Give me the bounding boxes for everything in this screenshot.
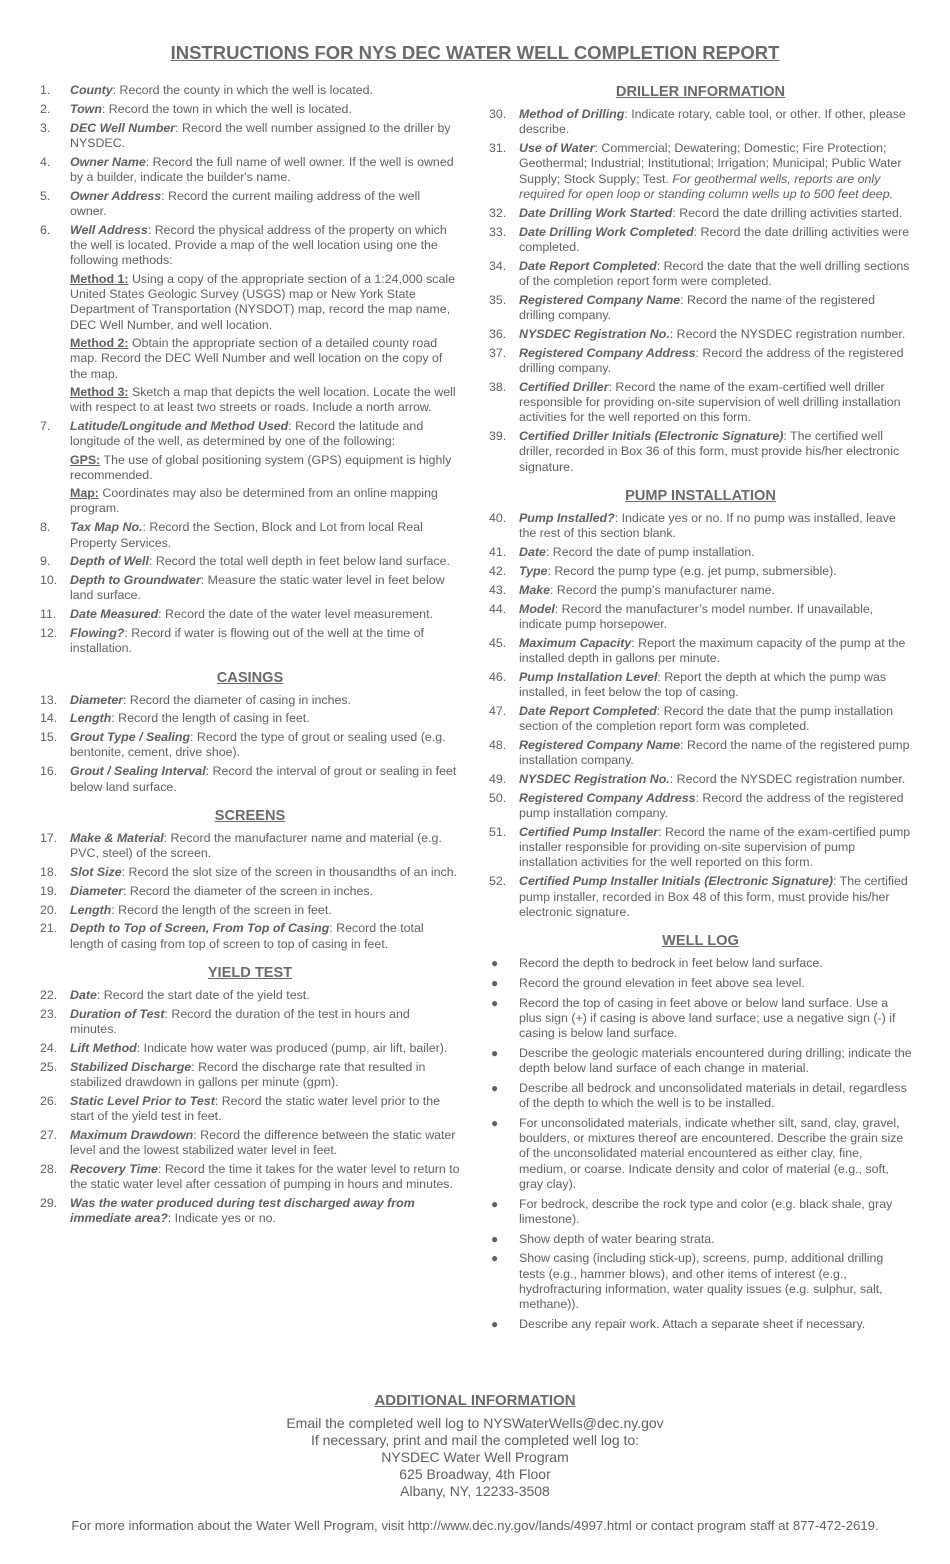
list-item: 50. Registered Company Address: Record the address of the registered pump installation company. — [489, 790, 904, 821]
list-item: 13. Diameter: Record the diameter of casing in inches. — [40, 692, 351, 707]
method-1: Method 1: Using a copy of the appropriate section of a 1:24,000 scale United States Geologic Survey (USGS) map or New York State Department of Transportation (NYSDOT) map, record the map name, DEC Well Number, and well location. — [70, 271, 456, 332]
bullet-icon: ● — [491, 1115, 499, 1130]
list-item: 30. Method of Drilling: Indicate rotary, cable tool, or other. If other, please describe. — [489, 107, 906, 137]
list-item: 24. Lift Method: Indicate how water was produced (pump, air lift, bailer). — [40, 1040, 448, 1055]
bullet-icon: ● — [491, 995, 499, 1010]
email-instruction: Email the completed well log to NYSWaterWells@dec.ny.gov — [286, 1415, 664, 1431]
method-2: Method 2: Obtain the appropriate section of a detailed county road map. Record the DEC Well Number and well location on the copy of the map. — [70, 335, 443, 381]
bullet-icon: ● — [491, 975, 499, 990]
bullet-item: ● For bedrock, describe the rock type and color (e.g. black shale, gray limestone). — [491, 1196, 893, 1226]
bullet-item: ● Describe any repair work. Attach a separate sheet if necessary. — [491, 1316, 866, 1331]
list-item-well-address: 6. Well Address: Record the physical address of the property on which the well is located. Provide a map of the well location using one the following methods: Method 1: Using a copy of the appropriate section of a 1:24,000 scale United States Geologic Survey (USGS) map or New York State Department of Transportation (NYSDOT) map, record the map name, DEC Well Number, and well location. Method 2: Obtain the appropriate section of a detailed county road map. Record the DEC Well Number and well location on the copy of the map. Method 3: Sketch a map that depicts the well location. Locate the well with respect to at least two streets or roads. Include a north arrow. — [40, 223, 460, 416]
yield-test-list — [40, 988, 460, 1227]
bullet-icon: ● — [491, 1080, 499, 1095]
list-item: 37. Registered Company Address: Record the address of the registered drilling company. — [489, 345, 904, 375]
list-item: 9. Depth of Well: Record the total well depth in feet below land surface. — [40, 554, 450, 569]
bullet-icon: ● — [491, 956, 499, 971]
list-item: 11. Date Measured: Record the date of the water level measurement. — [40, 607, 433, 622]
list-item: 2. Town: Record the town in which the well is located. — [40, 101, 352, 116]
screens-heading: SCREENS — [214, 807, 286, 824]
list-item: 44. Model: Record the manufacturer’s model number. If unavailable, indicate pump horsepower. — [489, 601, 874, 631]
list-item: 1. County: Record the county in which the well is located. — [40, 83, 374, 97]
list-item: 17. Make & Material: Record the manufacturer name and material (e.g. PVC, steel) of the screen. — [40, 830, 442, 861]
left-column — [40, 83, 460, 1230]
bullet-item: ● Record the ground elevation in feet above sea level. — [491, 975, 805, 990]
well-log-heading: WELL LOG — [662, 933, 739, 950]
bullet-icon: ● — [491, 1316, 499, 1331]
list-item: 29. Was the water produced during test discharged away from immediate area?: Indicate yes or no. — [40, 1196, 415, 1226]
page-title: INSTRUCTIONS FOR NYS DEC WATER WELL COMPLETION REPORT — [170, 42, 780, 63]
driller-information-heading: DRILLER INFORMATION — [615, 84, 786, 100]
list-item: 27. Maximum Drawdown: Record the difference between the static water level and the lowest stabilized water level in feet. — [40, 1127, 456, 1158]
bullet-item: ● Describe the geologic materials encountered during drilling; indicate the depth below land surface of each change in material. — [491, 1045, 912, 1076]
list-item: 34. Date Report Completed: Record the date that the well drilling sections of the completion report form were completed. — [489, 258, 910, 288]
list-item: 26. Static Level Prior to Test: Record the static water level prior to the start of the yield test in feet. — [40, 1093, 441, 1124]
geothermal-note: For geothermal wells, reports are only required for open loop or standing column wells up to 500 feet deep. — [519, 171, 894, 201]
list-item: 49. NYSDEC Registration No.: Record the NYSDEC registration number. — [489, 771, 906, 786]
list-item: 38. Certified Driller: Record the name of the exam-certified well driller responsible for providing on-site supervision of well drilling installation activities for the well reported on this form. — [489, 379, 901, 425]
bullet-item: ● Record the depth to bedrock in feet below land surface. — [491, 956, 823, 971]
list-item: 4. Owner Name: Record the full name of well owner. If the well is owned by a builder, indicate the builder's name. — [40, 154, 454, 184]
list-item: 8. Tax Map No.: Record the Section, Block and Lot from local Real Property Services. — [40, 520, 423, 550]
driller-list — [489, 107, 912, 475]
list-item: 46. Pump Installation Level: Report the depth at which the pump was installed, in feet below the top of casing. — [489, 669, 887, 699]
right-column — [489, 83, 912, 1337]
list-item: 47. Date Report Completed: Record the date that the pump installation section of the completion report form was completed. — [489, 703, 893, 734]
gps-method: GPS: The use of global positioning system (GPS) equipment is highly recommended. — [70, 452, 452, 482]
list-item: 51. Certified Pump Installer: Record the name of the exam-certified pump installer responsible for providing on-site supervision of pump installation activities for the well reported on this form. — [489, 824, 911, 870]
list-item: 35. Registered Company Name: Record the name of the registered drilling company. — [489, 292, 876, 323]
bullet-item: ● Describe all bedrock and unconsolidated materials in detail, regardless of the depth to which the well is to be installed. — [491, 1080, 907, 1111]
pump-installation-heading: PUMP INSTALLATION — [625, 488, 776, 505]
list-item: 12. Flowing?: Record if water is flowing out of the well at the time of installation. — [40, 626, 424, 656]
mail-org: NYSDEC Water Well Program — [381, 1449, 569, 1465]
bullet-item: ● For unconsolidated materials, indicate whether silt, sand, clay, gravel, boulders, or mixtures thereof are encountered. Describe the grain size of the unconsolidated material encountered as either clay, fine, medium, or coarse. Indicate density and color of material (e.g., soft, gray clay). — [491, 1115, 904, 1191]
list-item: 18. Slot Size: Record the slot size of the screen in thousandths of an inch. — [40, 864, 458, 879]
list-item: 14. Length: Record the length of casing in feet. — [40, 711, 310, 726]
casings-list — [40, 693, 460, 795]
general-list — [40, 83, 460, 657]
well-log-list — [489, 956, 912, 1332]
list-item: 36. NYSDEC Registration No.: Record the NYSDEC registration number. — [489, 326, 906, 341]
list-item: 45. Maximum Capacity: Report the maximum capacity of the pump at the installed depth in gallons per minute. — [489, 635, 906, 665]
list-item: 16. Grout / Sealing Interval: Record the interval of grout or sealing in feet below land surface. — [40, 764, 457, 794]
list-item: 10. Depth to Groundwater: Measure the static water level in feet below land surface. — [40, 573, 445, 603]
list-item: 23. Duration of Test: Record the duration of the test in hours and minutes. — [40, 1006, 410, 1037]
list-item: 15. Grout Type / Sealing: Record the type of grout or sealing used (e.g. bentonite, cement, drive shoe). — [40, 730, 446, 760]
list-item: 28. Recovery Time: Record the time it takes for the water level to return to the static water level after cessation of pumping in hours and minutes. — [40, 1161, 460, 1192]
list-item: 20. Length: Record the length of the screen in feet. — [40, 902, 332, 917]
list-item-lat-long: 7. Latitude/Longitude and Method Used: Record the latitude and longitude of the well, as determined by one of the following: GPS: The use of global positioning system (GPS) equipment is highly recommended. Map: Coordinates may also be determined from an online mapping program. — [40, 419, 460, 517]
bullet-item: ● Record the top of casing in feet above or below land surface. Use a plus sign (+) if casing is above land surface; use a negative sign (-) if casing is below land surface. — [491, 995, 896, 1041]
bullet-icon: ● — [491, 1231, 499, 1246]
list-item: 19. Diameter: Record the diameter of the screen in inches. — [40, 883, 374, 898]
additional-information-heading: ADDITIONAL INFORMATION — [374, 1392, 576, 1409]
list-item: 32. Date Drilling Work Started: Record the date drilling activities started. — [489, 205, 903, 220]
bullet-icon: ● — [491, 1196, 499, 1211]
list-item: 5. Owner Address: Record the current mailing address of the well owner. — [40, 188, 421, 219]
list-item: 52. Certified Pump Installer Initials (Electronic Signature): The certified pump installer, recorded in Box 48 of this form, must provide his/her electronic signature. — [489, 874, 908, 919]
bullet-item: ● Show casing (including stick-up), screens, pump, additional drilling tests (e.g., hammer blows), and other items of interest (e.g., hydrofracturing information, water quality issues (e.g. sulphur, salt, methane)). — [491, 1251, 884, 1312]
list-item: 21. Depth to Top of Screen, From Top of Casing: Record the total length of casing from top of screen to top of casing in feet. — [40, 921, 424, 951]
list-item: 22. Date: Record the start date of the yield test. — [40, 987, 310, 1002]
mail-street: 625 Broadway, 4th Floor — [399, 1466, 551, 1482]
bullet-icon: ● — [491, 1251, 499, 1266]
list-item-use-of-water: 31. Use of Water: Commercial; Dewatering; Domestic; Fire Protection; Geothermal; Industrial; Institutional; Irrigation; Municipal; Public Water Supply; Stock Supply; Test. For geothermal wells, reports are only required for open loop or standing column wells up to 500 feet deep. — [489, 141, 902, 201]
list-item: 42. Type: Record the pump type (e.g. jet pump, submersible). — [489, 563, 837, 578]
pump-list — [489, 511, 912, 920]
mail-city: Albany, NY, 12233-3508 — [400, 1483, 550, 1499]
screens-list — [40, 831, 460, 952]
method-3: Method 3: Sketch a map that depicts the well location. Locate the well with respect to at least two streets or roads. Include a north arrow. — [70, 384, 456, 415]
additional-information — [0, 1392, 950, 1500]
list-item: 39. Certified Driller Initials (Electronic Signature): The certified well driller, recorded in Box 36 of this form, must provide his/her electronic signature. — [489, 429, 900, 474]
mail-instruction: If necessary, print and mail the completed well log to: — [310, 1432, 640, 1448]
list-item: 33. Date Drilling Work Completed: Record the date drilling activities were completed. — [489, 224, 910, 254]
list-item: 48. Registered Company Name: Record the name of the registered pump installation company. — [489, 737, 910, 768]
footer-note: For more information about the Water Well Program, visit http://www.dec.ny.gov/lands/4997.html or contact program staff at 877-472-2619. — [71, 1518, 879, 1533]
list-item: 3. DEC Well Number: Record the well number assigned to the driller by NYSDEC. — [40, 120, 451, 150]
bullet-item: ● Show depth of water bearing strata. — [491, 1231, 715, 1246]
list-item: 40. Pump Installed?: Indicate yes or no. If no pump was installed, leave the rest of this section blank. — [489, 511, 896, 541]
bullet-icon: ● — [491, 1045, 499, 1060]
map-method: Map: Coordinates may also be determined from an online mapping program. — [70, 486, 438, 516]
casings-heading: CASINGS — [216, 669, 284, 686]
list-item: 41. Date: Record the date of pump installation. — [489, 545, 755, 560]
list-item: 43. Make: Record the pump’s manufacturer name. — [489, 582, 775, 597]
yield-test-heading: YIELD TEST — [207, 964, 293, 981]
list-item: 25. Stabilized Discharge: Record the discharge rate that resulted in stabilized drawdown in gallons per minute (gpm). — [40, 1059, 426, 1089]
